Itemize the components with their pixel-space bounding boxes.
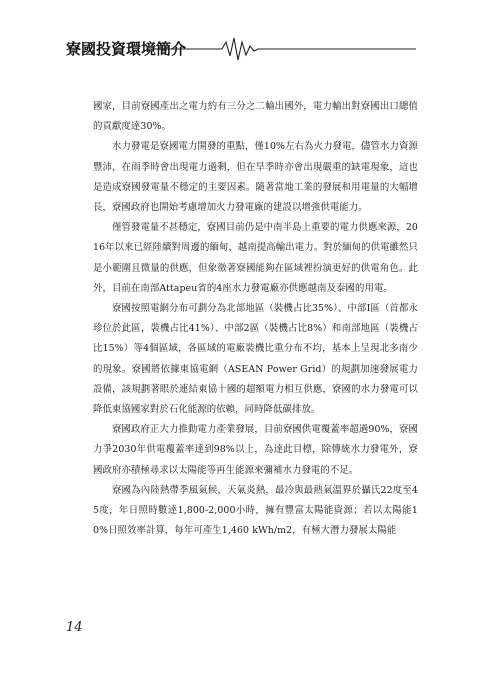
body-text: [93, 97, 418, 541]
paragraph-continuation: 國家，目前寮國產出之電力約有三分之二輸出國外，電力輸出對寮國出口總值的貢獻度達30%。: [93, 101, 418, 133]
running-header: [66, 36, 416, 62]
page-number: 14: [66, 620, 83, 635]
header-title: 寮國投資環境簡介: [66, 40, 187, 58]
paragraph-electrification: 寮國政府正大力推動電力產業發展，目前寮國供電覆蓋率超過90%，寮國力爭2030年供電覆蓋率達到98%以上，為達此目標，除傳統水力發電外，寮國政府亦積極尋求以太陽能等再生能源來彌補水力發電的不足。: [93, 424, 418, 476]
paragraph-power-export: 僅管發電量不甚穩定，寮國目前仍是中南半島上重要的電力供應來源，2016年以來已經陸續對周邊的緬甸、越南提高輸出電力。對於緬甸的供電雖然只是小範圍且微量的供應，但象徵著寮國能夠在區域裡扮演更好的供電角色。此外，目前在南部Attapeu省的4座水力發電廠亦供應越南及泰國的用電。: [93, 222, 418, 294]
paragraph-hydropower: 水力發電是寮國電力開發的重點，僅10%左右為火力發電，儘管水力資源豐沛，在雨季時會出現電力過剩，但在旱季時亦會出現嚴重的缺電現象，這也是造成寮國發電量不穩定的主要因素。隨著當地工業的發展和用電量的大幅增長，寮國政府也開始考慮增加火力發電廠的建設以增強供電能力。: [93, 141, 418, 214]
paragraph-solar: 寮國為內陸熱帶季風氣候，天氣炎熱，最冷與最熱氣溫界於攝氏22度至45度，年日照時數達1,800-2,000小時，擁有豐富太陽能資源；若以太陽能10%日照效率計算，每年可產生1,460 kWh/m2，有極大潛力發展太陽能: [93, 484, 418, 537]
paragraph-grid-regions: 寮國按照電網分布可劃分為北部地區（裝機占比35%）、中部I區（首都永珍位於此區，裝機占比41%）、中部2區（裝機占比8%）和南部地區（裝機占比15%）等4個區域，各區域的電廠裝機比重分布不均，基本上呈現北多南少的現象。寮國將依據東協電網（ASEAN Power Grid）的規劃加速發展電力設備，該規劃著眼於連結東協十國的超額電力相互供應，寮國的水力發電可以降低東協國家對於石化能源的依賴，同時降低碳排放。: [93, 303, 418, 416]
